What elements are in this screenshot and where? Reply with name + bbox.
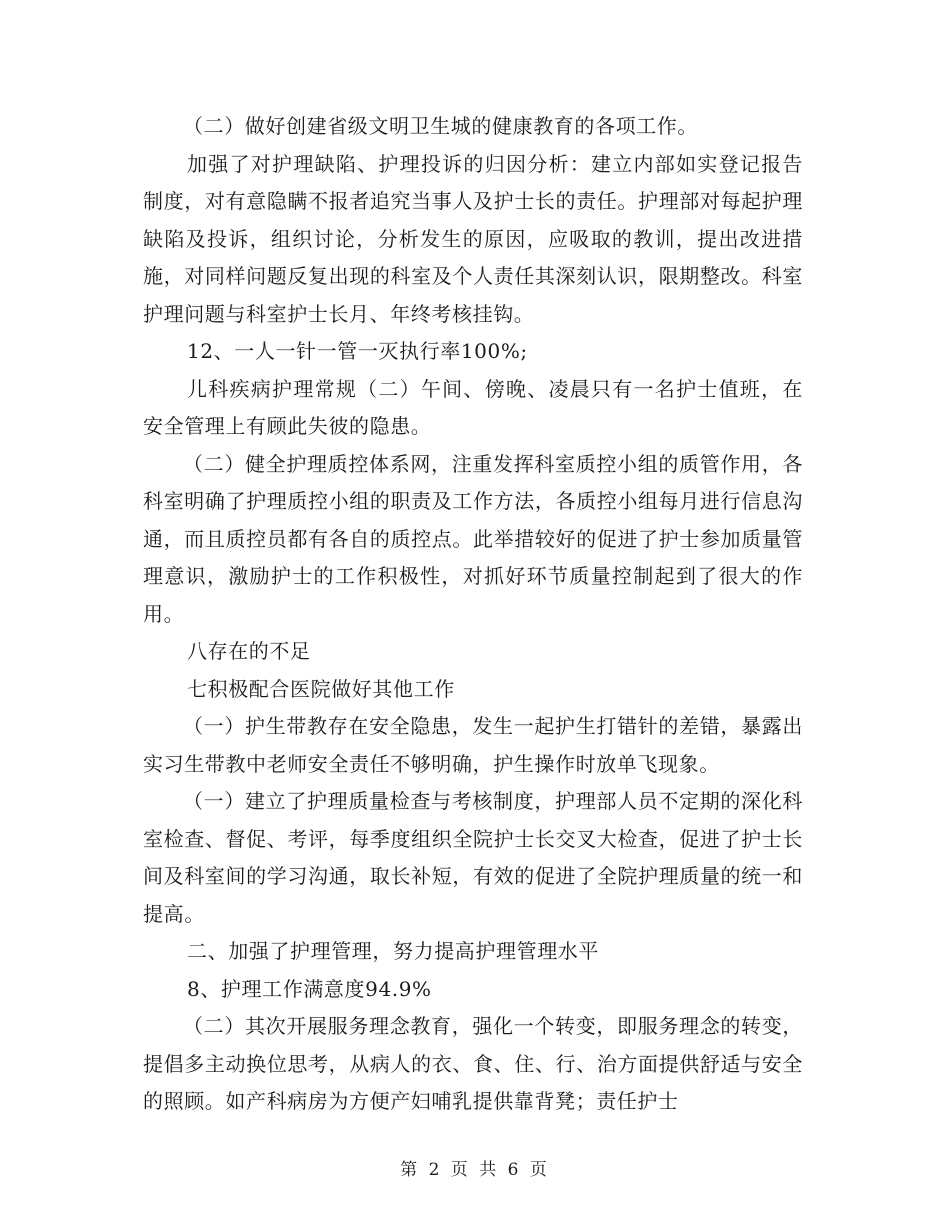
paragraph-10: 二、加强了护理管理，努力提高护理管理水平 (187, 939, 599, 963)
paragraph-9: （一）建立了护理质量检查与考核制度，护理部人员不定期的深化科室检查、督促、考评，每季度组织全院护士长交叉大检查，促进了护士长间及科室间的学习沟通，取长补短，有效的促进了全院护理质量的统一和提高。 (143, 789, 803, 926)
paragraph-8: （一）护生带教存在安全隐患，发生一起护生打错针的差错，暴露出实习生带教中老师安全责任不够明确，护生操作时放单飞现象。 (143, 714, 803, 776)
paragraph-1: （二）做好创建省级文明卫生城的健康教育的各项工作。 (183, 114, 698, 138)
paragraph-6: 八存在的不足 (187, 639, 311, 663)
paragraph-3: 12、一人一针一管一灭执行率100%; (187, 339, 528, 363)
paragraph-11: 8、护理工作满意度94.9% (187, 976, 432, 1001)
paragraph-7: 七积极配合医院做好其他工作 (187, 676, 455, 701)
paragraph-12: （二）其次开展服务理念教育，强化一个转变，即服务理念的转变，提倡多主动换位思考，从病人的衣、食、住、行、治方面提供舒适与安全的照顾。如产科病房为方便产妇哺乳提供靠背凳；责任护士 (143, 1014, 803, 1113)
paragraph-4: 儿科疾病护理常规（二）午间、傍晚、凌晨只有一名护士值班，在安全管理上有顾此失彼的隐患。 (143, 376, 803, 438)
paragraph-2: 加强了对护理缺陷、护理投诉的归因分析：建立内部如实登记报告制度，对有意隐瞒不报者追究当事人及护士长的责任。护理部对每起护理缺陷及投诉，组织讨论，分析发生的原因，应吸取的教训，提出改进措施，对同样问题反复出现的科室及个人责任其深刻认识，限期整改。科室护理问题与科室护士长月、年终考核挂钩。 (143, 151, 803, 326)
page-footer: 第 2 页 共 6 页 (400, 1160, 550, 1180)
document-body (143, 108, 803, 1121)
paragraph-5: （二）健全护理质控体系网，注重发挥科室质控小组的质管作用，各科室明确了护理质控小组的职责及工作方法，各质控小组每月进行信息沟通，而且质控员都有各自的质控点。此举措较好的促进了护士参加质量管理意识，激励护士的工作积极性，对抓好环节质量控制起到了很大的作用。 (143, 451, 803, 626)
